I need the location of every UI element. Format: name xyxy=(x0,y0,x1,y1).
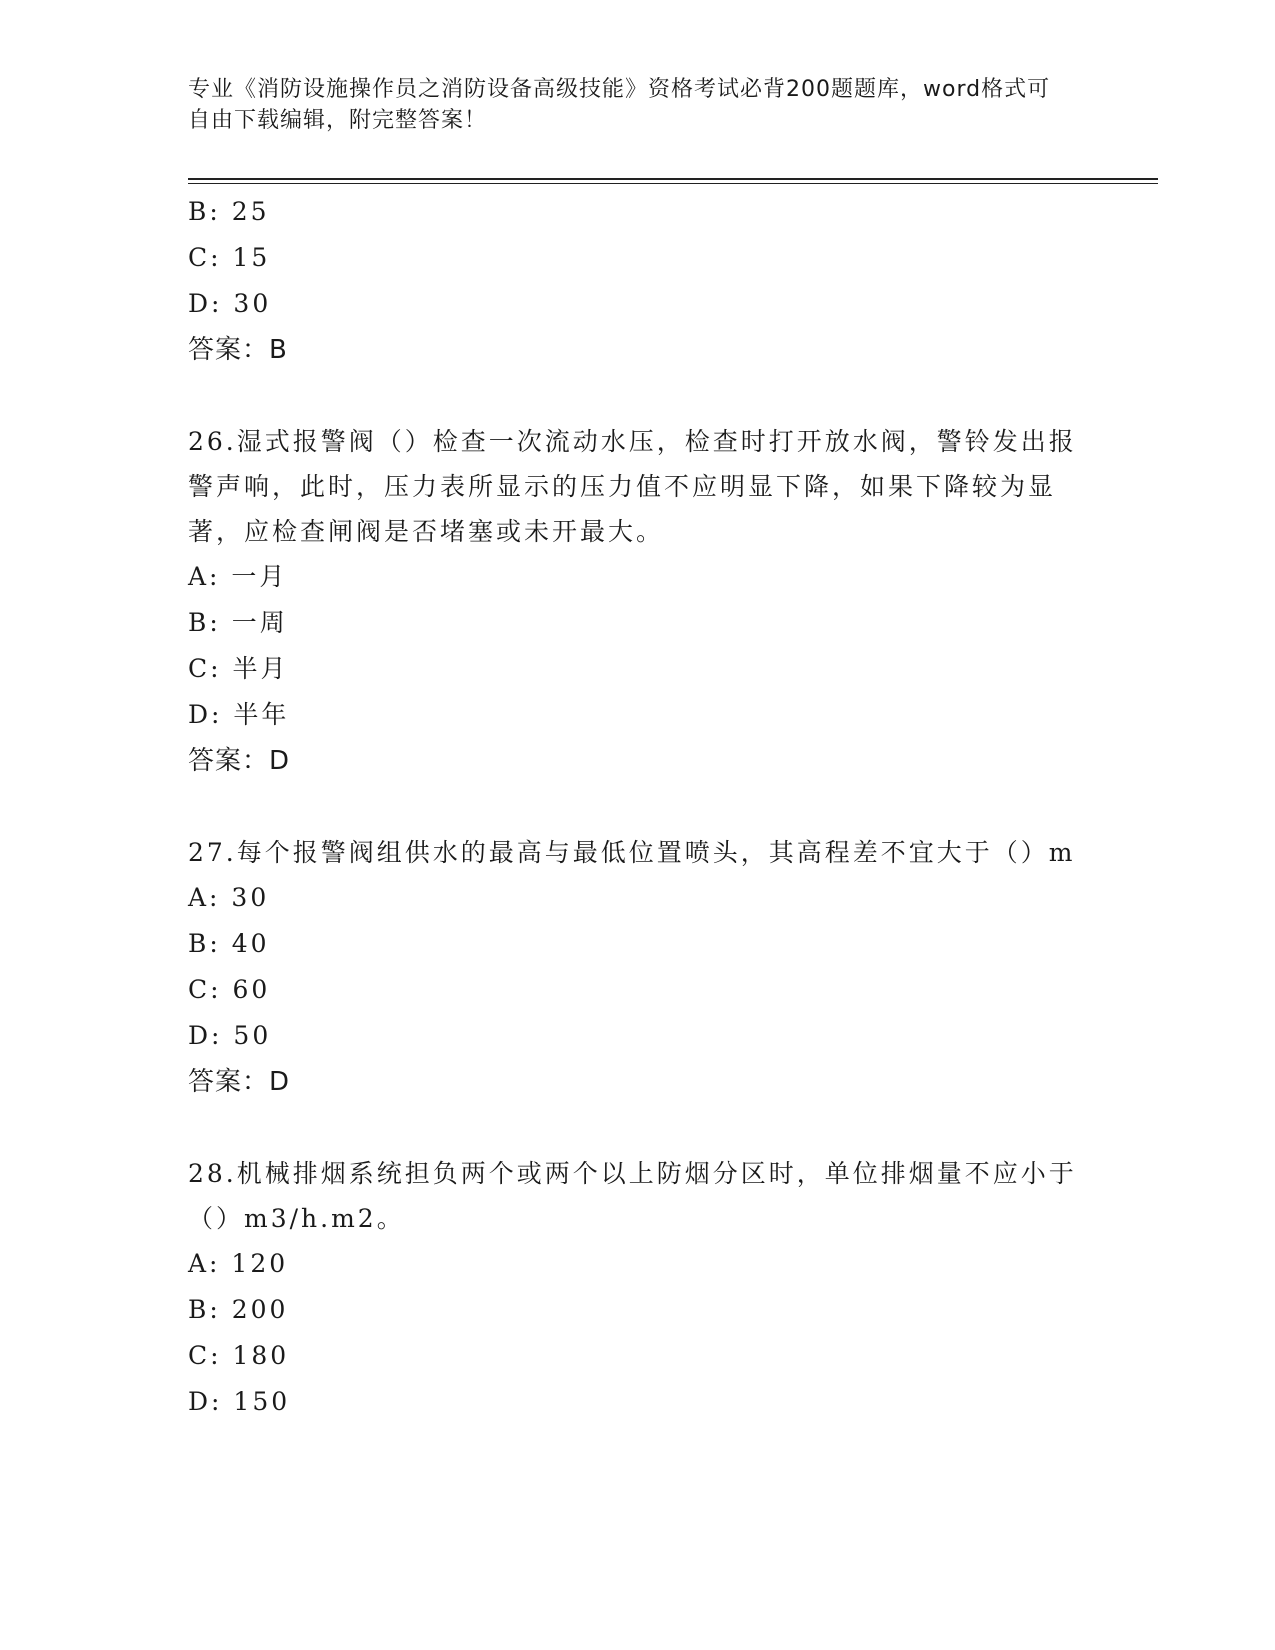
option-a: A: 一月 xyxy=(188,562,288,591)
option-b: B: 200 xyxy=(188,1295,289,1324)
answer-line: 答案：D xyxy=(188,1067,291,1097)
option-d: D: 30 xyxy=(188,289,272,318)
option-c: C: 180 xyxy=(188,1341,290,1370)
option-b: B: 一周 xyxy=(188,608,288,637)
question-26 xyxy=(188,419,1088,784)
question-stem: 26.湿式报警阀（）检查一次流动水压，检查时打开放水阀，警铃发出报警声响，此时，压力表所显示的压力值不应明显下降，如果下降较为显著，应检查闸阀是否堵塞或未开最大。 xyxy=(188,427,1077,546)
question-stem: 27.每个报警阀组供水的最高与最低位置喷头，其高程差不宜大于（）m xyxy=(188,838,1076,867)
header-divider-thin xyxy=(188,183,1158,184)
header-divider-thick xyxy=(188,178,1158,180)
spacer xyxy=(188,373,1088,419)
answer-line: 答案：D xyxy=(188,746,291,776)
answer-line: 答案：B xyxy=(188,335,288,365)
option-a: A: 30 xyxy=(188,883,270,912)
question-28 xyxy=(188,1151,1088,1425)
option-b: B: 25 xyxy=(188,197,270,226)
spacer xyxy=(188,784,1088,830)
option-c: C: 60 xyxy=(188,975,271,1004)
spacer xyxy=(188,1105,1088,1151)
option-a: A: 120 xyxy=(188,1249,289,1278)
page-header-title: 专业《消防设施操作员之消防设备高级技能》资格考试必背200题题库，word格式可自由下载编辑，附完整答案！ xyxy=(188,77,1051,133)
option-c: C: 半月 xyxy=(188,654,289,683)
question-27 xyxy=(188,830,1088,1105)
question-content xyxy=(188,189,1088,1425)
option-d: D: 半年 xyxy=(188,700,290,729)
option-c: C: 15 xyxy=(188,243,271,272)
option-b: B: 40 xyxy=(188,929,270,958)
question-stem: 28.机械排烟系统担负两个或两个以上防烟分区时，单位排烟量不应小于（）m3/h.m2。 xyxy=(188,1159,1077,1233)
continued-question xyxy=(188,189,1088,373)
option-d: D: 150 xyxy=(188,1387,291,1416)
option-d: D: 50 xyxy=(188,1021,272,1050)
